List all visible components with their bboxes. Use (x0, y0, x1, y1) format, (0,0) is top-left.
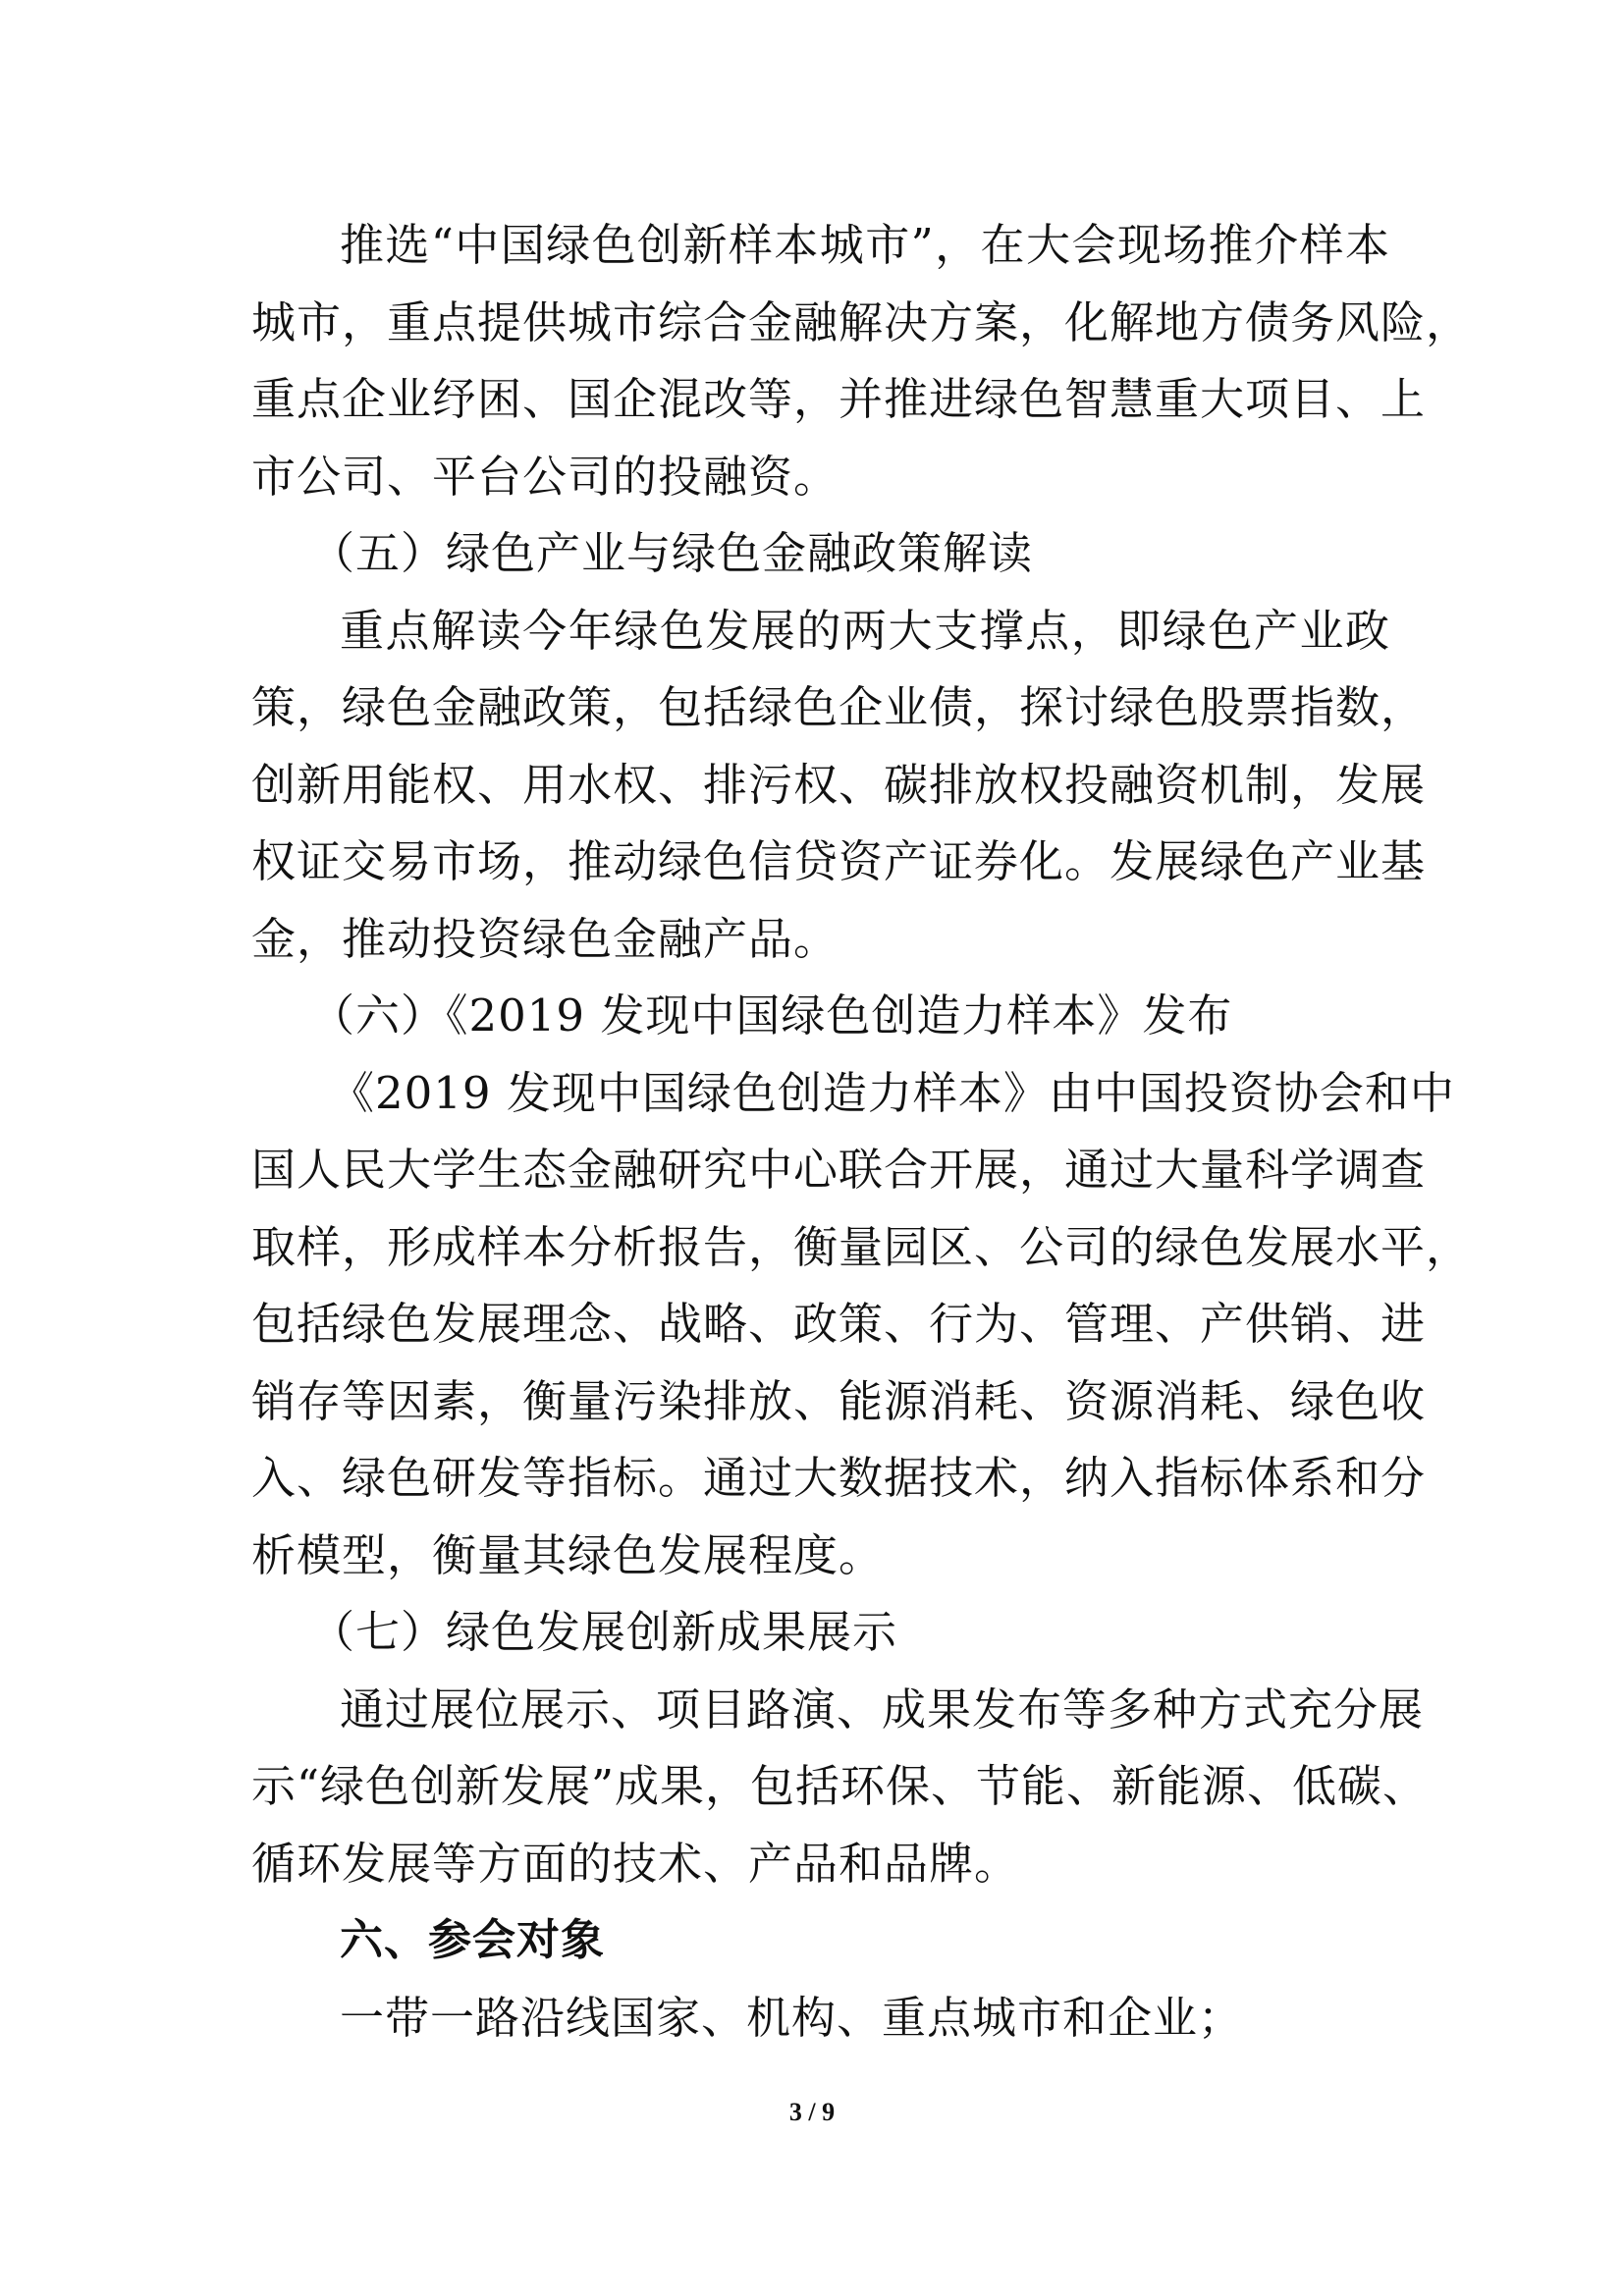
paragraph-line: 推选“中国绿色创新样本城市”，在大会现场推介样本 (340, 219, 1390, 271)
paragraph-line: 包括绿色发展理念、战略、政策、行为、管理、产供销、进 (251, 1298, 1427, 1350)
section-heading: 六、参会对象 (340, 1915, 605, 1965)
paragraph-line: 市公司、平台公司的投融资。 (251, 450, 839, 503)
paragraph-line: 重点企业纾困、国企混改等，并推进绿色智慧重大项目、上 (251, 373, 1427, 425)
paragraph-line: 策，绿色金融政策，包括绿色企业债，探讨绿色股票指数， (251, 681, 1427, 733)
page-number: 3 / 9 (788, 2098, 836, 2126)
subsection-heading: （七）绿色发展创新成果展示 (310, 1606, 898, 1658)
paragraph-line: 示“绿色创新发展”成果，包括环保、节能、新能源、低碳、 (251, 1760, 1429, 1812)
paragraph-line: 国人民大学生态金融研究中心联合开展，通过大量科学调查 (251, 1144, 1427, 1196)
paragraph-line: 《2019 发现中国绿色创造力样本》由中国投资协会和中 (330, 1066, 1455, 1119)
paragraph-line: 一带一路沿线国家、机构、重点城市和企业； (340, 1991, 1244, 2044)
subsection-heading: （六）《2019 发现中国绿色创造力样本》发布 (310, 989, 1233, 1041)
paragraph-line: 城市，重点提供城市综合金融解决方案，化解地方债务风险， (251, 295, 1472, 348)
paragraph-line: 创新用能权、用水权、排污权、碳排放权投融资机制，发展 (251, 758, 1427, 811)
paragraph-line: 取样，形成样本分析报告，衡量园区、公司的绿色发展水平， (251, 1220, 1472, 1273)
paragraph-line: 析模型，衡量其绿色发展程度。 (251, 1528, 885, 1581)
paragraph-line: 通过展位展示、项目路演、成果发布等多种方式充分展 (340, 1682, 1425, 1735)
paragraph-line: 入、绿色研发等指标。通过大数据技术，纳入指标体系和分 (251, 1452, 1427, 1504)
paragraph-line: 销存等因素，衡量污染排放、能源消耗、资源消耗、绿色收 (251, 1374, 1427, 1427)
paragraph-line: 权证交易市场，推动绿色信贷资产证券化。发展绿色产业基 (251, 835, 1427, 887)
paragraph-line: 金，推动投资绿色金融产品。 (251, 912, 839, 965)
paragraph-line: 重点解读今年绿色发展的两大支撑点，即绿色产业政 (340, 604, 1390, 657)
page-body (251, 207, 1472, 2056)
subsection-heading: （五）绿色产业与绿色金融政策解读 (310, 527, 1034, 579)
paragraph-line: 循环发展等方面的技术、产品和品牌。 (251, 1837, 1020, 1890)
